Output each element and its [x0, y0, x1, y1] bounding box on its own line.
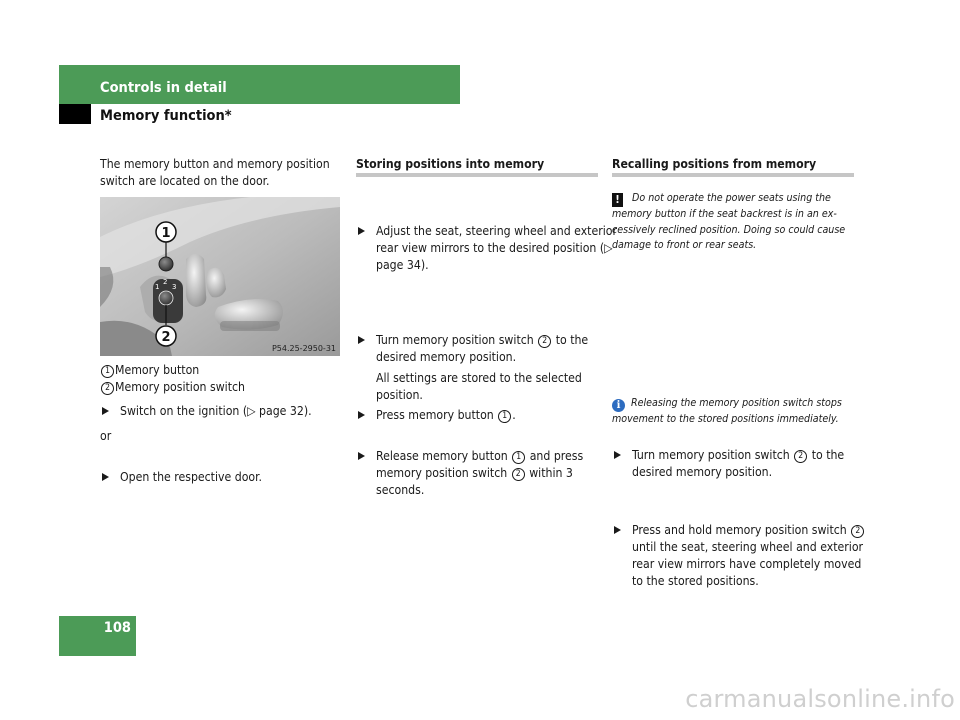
subsection-title: Memory function*: [100, 108, 232, 124]
legend-num-1: 1: [101, 365, 114, 378]
storing-rule: [356, 173, 598, 177]
recalling-heading: Recalling positions from memory: [612, 157, 817, 171]
info-note: [612, 396, 854, 428]
switch-ref-2c: 2: [794, 450, 807, 463]
switch-ref-2: 2: [538, 335, 551, 348]
switch-ref-2b: 2: [512, 468, 525, 481]
or-text: or: [100, 429, 112, 443]
storing-step-4: [356, 448, 618, 499]
storing-step-3-post: .: [512, 408, 516, 422]
storing-result: All settings are stored to the selected position.: [376, 371, 582, 402]
step-open-door: Open the respective door.: [100, 469, 365, 486]
storing-step-2: [356, 332, 618, 366]
button-ref-1b: 1: [512, 451, 525, 464]
storing-step-4-mid: and press memory position switch: [376, 449, 584, 480]
legend-item-1: [100, 362, 345, 379]
image-code: P54.25-2950-31: [271, 344, 336, 353]
button-ref-1: 1: [498, 410, 511, 423]
intro-text: The memory button and memory position switch are located on the door.: [100, 157, 330, 188]
step-ignition: Switch on the ignition (▷ page 32).: [100, 403, 365, 420]
recall-step-2-pre: Press and hold memory position switch: [632, 523, 847, 537]
page-number: 108: [103, 620, 131, 636]
svg-text:1: 1: [155, 283, 160, 291]
storing-step-4-pre: Release memory button: [376, 449, 508, 463]
recalling-rule: [612, 173, 854, 177]
watermark: carmanualsonline.info: [685, 685, 955, 713]
storing-step-1: Adjust the seat, steering wheel and exterior rear view mirrors to the desired position (▷ page 34).: [356, 223, 618, 274]
door-switch-photo: [100, 197, 340, 356]
info-icon: i: [612, 399, 625, 412]
section-title: Controls in detail: [100, 80, 227, 96]
info-text: Releasing the memory position switch stops movement to the stored positions immediately.: [612, 397, 842, 425]
warning-icon: !: [612, 193, 623, 207]
svg-text:2: 2: [163, 278, 168, 286]
storing-step-2-post: to the desired memory position.: [376, 333, 589, 364]
switch-ref-2d: 2: [851, 525, 864, 538]
legend-text-2: Memory position switch: [115, 380, 245, 394]
recall-step-2-post: until the seat, steering wheel and exterior rear view mirrors have completely moved to the stored positions.: [632, 540, 864, 588]
legend-item-2: [100, 379, 345, 396]
recall-step-2: [612, 522, 874, 590]
callout-2: 2: [161, 330, 171, 345]
recall-step-1-post: to the desired memory position.: [632, 448, 845, 479]
section-tab-marker: [59, 104, 91, 124]
storing-step-2-pre: Turn memory position switch: [376, 333, 534, 347]
warning-note: [612, 191, 854, 254]
warning-text: Do not operate the power seats using the memory button if the seat backrest is in an ex-cessively reclined position. Doing so could cause damage to front or rear seats.: [612, 192, 846, 251]
storing-step-3-pre: Press memory button: [376, 408, 494, 422]
storing-heading: Storing positions into memory: [356, 157, 545, 171]
callout-1: 1: [161, 226, 171, 241]
legend-text-1: Memory button: [115, 363, 200, 377]
legend-num-2: 2: [101, 382, 114, 395]
recall-step-1: [612, 447, 874, 481]
storing-step-3: [356, 407, 618, 424]
recall-step-1-pre: Turn memory position switch: [632, 448, 790, 462]
storing-step-4-post: within 3 seconds.: [376, 466, 573, 497]
svg-text:3: 3: [172, 283, 177, 291]
